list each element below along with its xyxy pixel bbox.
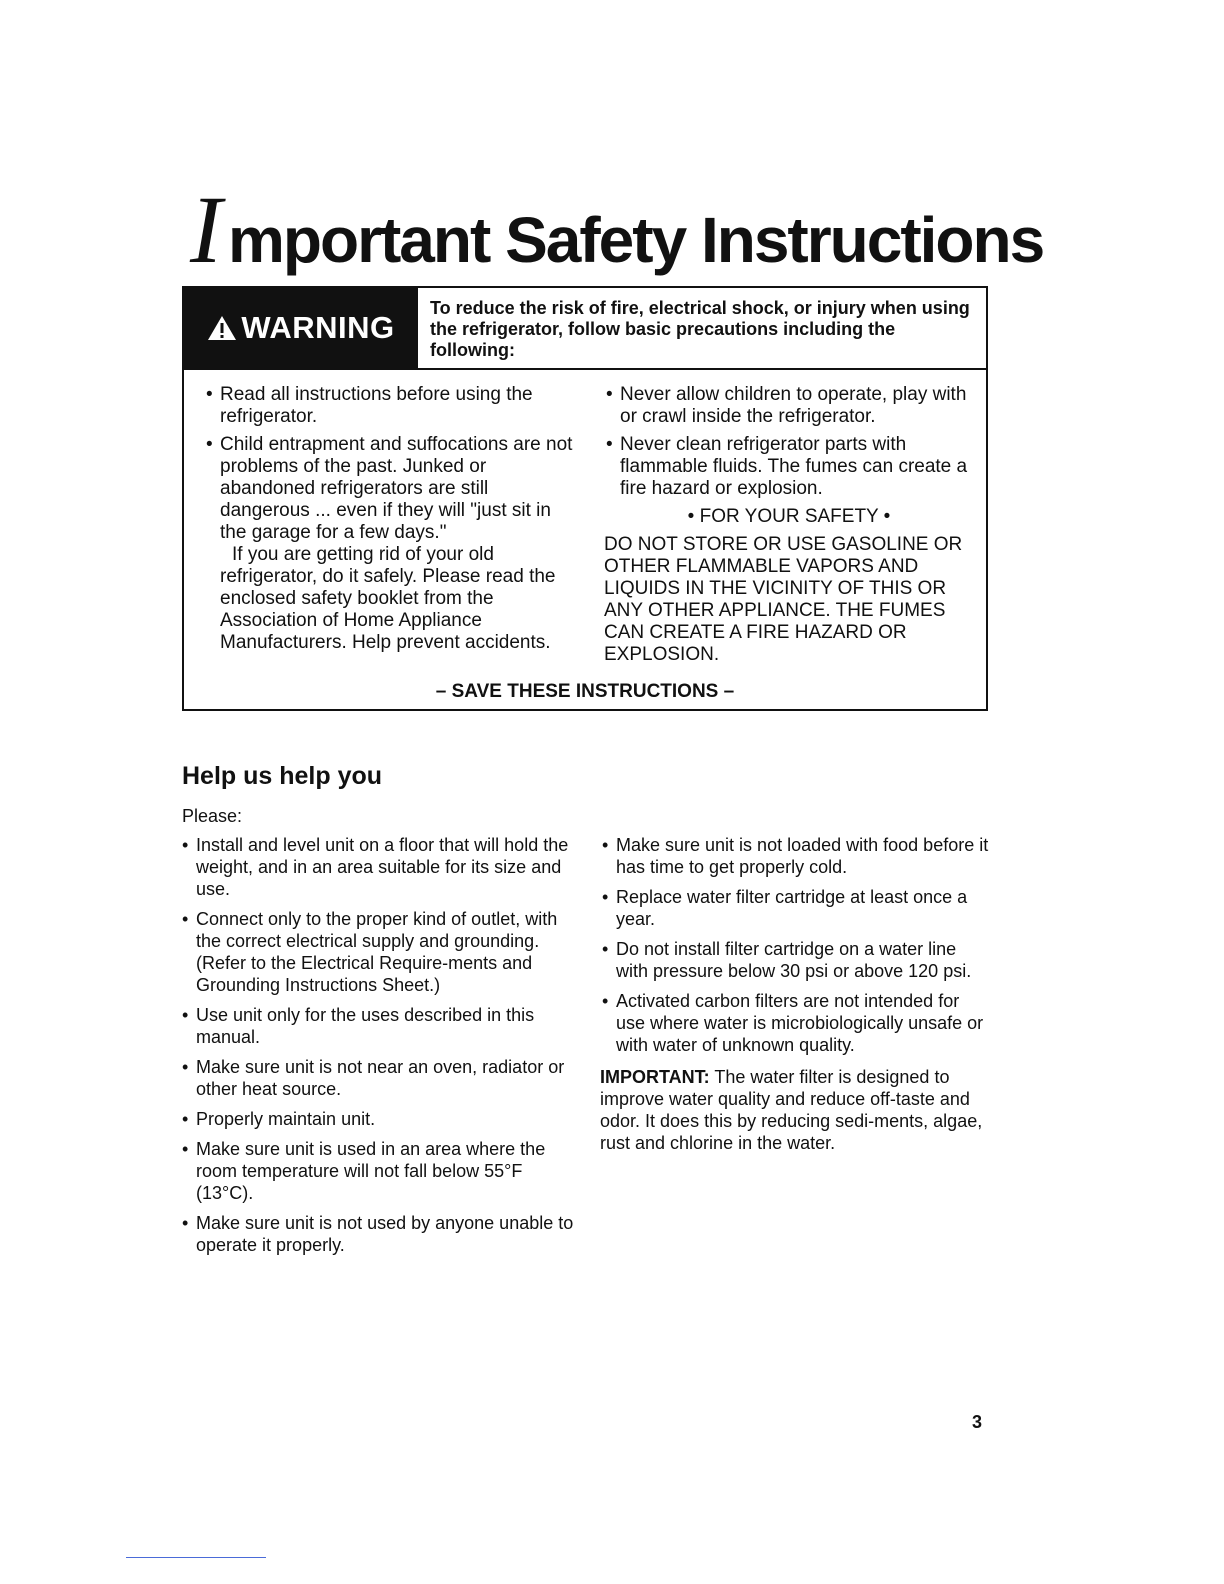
warning-left-column xyxy=(204,384,574,654)
help-right-column xyxy=(600,834,992,1154)
help-left-column xyxy=(180,834,580,1264)
list-item: • Properly maintain unit. xyxy=(180,1108,580,1130)
save-instructions: – SAVE THESE INSTRUCTIONS – xyxy=(435,681,735,702)
list-item: • Activated carbon filters are not intended for use where water is microbiologically unsafe or with water of unknown quality. xyxy=(600,990,992,1056)
safety-text: DO NOT STORE OR USE GASOLINE OR OTHER FLAMMABLE VAPORS AND LIQUIDS IN THE VICINITY OF THIS OR ANY OTHER APPLIANCE. THE FUMES CAN CREATE A FIRE HAZARD OR EXPLOSION. xyxy=(604,534,963,665)
page-title xyxy=(190,176,1044,283)
safety-heading: • FOR YOUR SAFETY • xyxy=(687,506,891,527)
warning-header xyxy=(184,288,986,370)
warning-label-text: WARNING xyxy=(241,310,395,345)
warning-right-column xyxy=(604,384,974,666)
list-item: • Replace water filter cartridge at least once a year. xyxy=(600,886,992,930)
disposal-note: If you are getting rid of your old refrigerator, do it safely. Please read the enclosed safety booklet from the Association of Home Appliance Manufacturers. Help prevent accidents. xyxy=(220,544,556,653)
title-dropcap: I xyxy=(190,176,222,283)
list-item: • Child entrapment and suffocations are not problems of the past. Junked or abandoned refrigerators are still dangerous ... even if they will "just sit in the garage for a few days." xyxy=(204,434,574,544)
important-label: IMPORTANT: xyxy=(600,1067,710,1087)
title-text: mportant Safety Instructions xyxy=(227,204,1044,276)
list-item: • Make sure unit is not near an oven, radiator or other heat source. xyxy=(180,1056,580,1100)
list-item: • Read all instructions before using the refrigerator. xyxy=(204,384,574,428)
list-item: • Make sure unit is used in an area where the room temperature will not fall below 55°F (13°C). xyxy=(180,1138,580,1204)
list-item: • Never clean refrigerator parts with flammable fluids. The fumes can create a fire hazard or explosion. xyxy=(604,434,974,500)
important-note xyxy=(600,1066,992,1154)
warning-label xyxy=(184,288,418,368)
help-heading: Help us help you xyxy=(182,762,383,790)
list-item: • Make sure unit is not used by anyone unable to operate it properly. xyxy=(180,1212,580,1256)
footer-divider xyxy=(126,1557,266,1558)
warning-box xyxy=(182,286,988,711)
list-item: • Make sure unit is not loaded with food before it has time to get properly cold. xyxy=(600,834,992,878)
warning-triangle-icon xyxy=(207,315,237,341)
important-text: The water filter is designed to improve water quality and reduce off-taste and odor. It does this by reducing sedi-ments, algae, rust and chlorine in the water. xyxy=(600,1067,983,1153)
page-number: 3 xyxy=(972,1412,983,1432)
warning-text: To reduce the risk of fire, electrical shock, or injury when using the refrigerator, follow basic precautions including the following: xyxy=(430,298,970,360)
please-label: Please: xyxy=(182,806,243,826)
list-item: • Do not install filter cartridge on a water line with pressure below 30 psi or above 120 psi. xyxy=(600,938,992,982)
list-item: • Never allow children to operate, play with or crawl inside the refrigerator. xyxy=(604,384,974,428)
list-item: • Connect only to the proper kind of outlet, with the correct electrical supply and grounding. (Refer to the Electrical Require-ments and Grounding Instructions Sheet.) xyxy=(180,908,580,996)
list-item: • Install and level unit on a floor that will hold the weight, and in an area suitable for its size and use. xyxy=(180,834,580,900)
list-item: • Use unit only for the uses described in this manual. xyxy=(180,1004,580,1048)
